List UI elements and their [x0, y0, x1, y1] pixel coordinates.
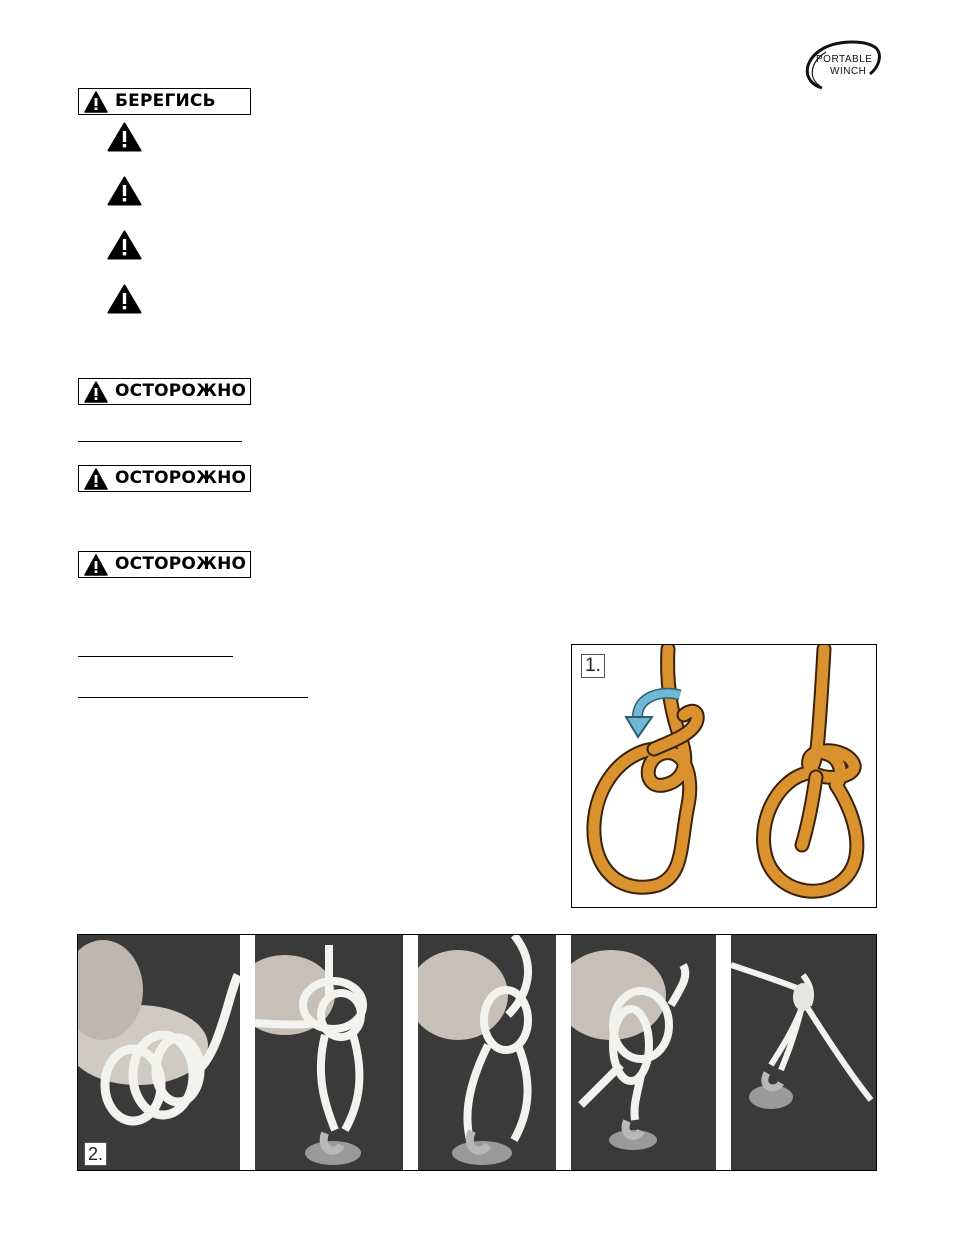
photo-step-a: [78, 935, 240, 1170]
photo-step-e: [731, 935, 877, 1170]
figure-knot-photo-strip: [77, 934, 877, 1171]
heading-underline: [78, 441, 242, 442]
portable-winch-logo: [800, 38, 882, 92]
caution-label: ОСТОРОЖНО: [115, 468, 247, 488]
heading-underline: [78, 656, 233, 657]
danger-banner: [78, 88, 251, 115]
logo-line2: WINCH: [830, 66, 867, 77]
figure-step-label: 1.: [581, 654, 605, 678]
warning-triangle-icon: [107, 230, 142, 260]
figure-bowline-knot: [571, 644, 877, 908]
caution-label: ОСТОРОЖНО: [115, 381, 247, 401]
warning-triangle-icon: [107, 284, 142, 314]
caution-banner: [78, 378, 251, 405]
logo-swoosh-icon: [800, 38, 882, 92]
warning-triangle-icon: [84, 91, 108, 113]
logo-line1: PORTABLE: [816, 54, 873, 65]
photo-step-d: [571, 935, 716, 1170]
caution-label: ОСТОРОЖНО: [115, 554, 247, 574]
heading-underline: [78, 697, 308, 698]
photo-step-b: [255, 935, 403, 1170]
warning-triangle-icon: [107, 122, 142, 152]
caution-banner: [78, 551, 251, 578]
caution-banner: [78, 465, 251, 492]
warning-triangle-icon: [84, 468, 108, 490]
knot-illustration: [572, 645, 877, 908]
figure-step-label: 2.: [84, 1142, 107, 1166]
warning-triangle-icon: [107, 176, 142, 206]
warning-triangle-icon: [84, 381, 108, 403]
danger-label: БЕРЕГИСЬ: [115, 91, 216, 111]
warning-triangle-icon: [84, 554, 108, 576]
photo-step-c: [418, 935, 556, 1170]
